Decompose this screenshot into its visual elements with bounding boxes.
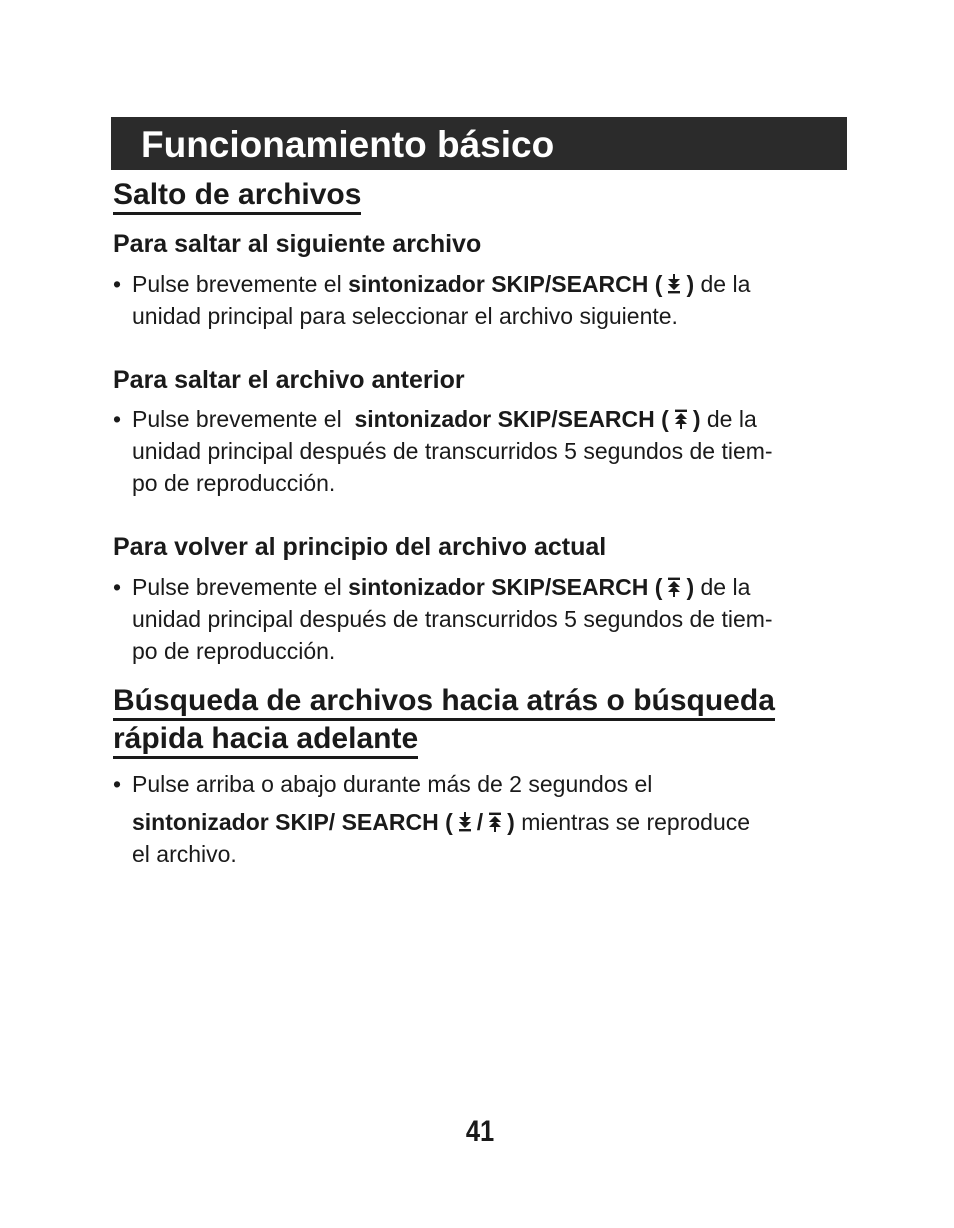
bullet-text: de la bbox=[694, 574, 751, 600]
subheading-restart-file: Para volver al principio del archivo actual bbox=[113, 533, 607, 561]
section-title-salto-text: Salto de archivos bbox=[113, 178, 361, 215]
bullet-bold-close: ) bbox=[507, 809, 515, 835]
bullet-bold-label: sintonizador SKIP/ SEARCH ( bbox=[132, 809, 453, 835]
icon-separator: / bbox=[476, 809, 484, 835]
bullet-bold-label: sintonizador SKIP/SEARCH ( bbox=[348, 271, 663, 297]
header-banner bbox=[111, 117, 847, 170]
bullet-text: po de reproducción. bbox=[132, 638, 336, 664]
page-number: 41 bbox=[465, 1115, 495, 1148]
bullet-dot: • bbox=[113, 771, 122, 797]
bullet-text: el archivo. bbox=[132, 841, 237, 867]
subheading-previous-file: Para saltar el archivo anterior bbox=[113, 366, 465, 394]
skip-down-icon bbox=[665, 273, 683, 295]
bullet-restart-file bbox=[113, 571, 843, 667]
section-title-busqueda-line1: Búsqueda de archivos hacia atrás o búsqueda bbox=[113, 684, 775, 721]
bullet-text: unidad principal para seleccionar el archivo siguiente. bbox=[132, 303, 678, 329]
bullet-text: Pulse arriba o abajo durante más de 2 segundos el bbox=[132, 771, 653, 797]
bullet-bold-close: ) bbox=[686, 271, 695, 297]
bullet-text: unidad principal después de transcurridos 5 segundos de tiem- bbox=[132, 606, 773, 632]
section-title-busqueda-line2: rápida hacia adelante bbox=[113, 722, 418, 759]
skip-up-icon bbox=[672, 408, 690, 430]
skip-up-icon bbox=[665, 576, 683, 598]
page-title: Funcionamiento básico bbox=[141, 124, 555, 165]
bullet-previous-file bbox=[113, 403, 843, 499]
skip-up-icon bbox=[486, 811, 504, 833]
bullet-text: Pulse brevemente el bbox=[132, 574, 349, 600]
bullet-dot: • bbox=[113, 406, 122, 432]
bullet-bold-close: ) bbox=[692, 406, 701, 432]
bullet-text: po de reproducción. bbox=[132, 470, 336, 496]
bullet-text: mientras se reproduce bbox=[514, 809, 751, 835]
bullet-bold-close: ) bbox=[686, 574, 695, 600]
bullet-text: Pulse brevemente el bbox=[132, 271, 349, 297]
bullet-next-file bbox=[113, 268, 843, 332]
skip-down-icon bbox=[456, 811, 474, 833]
section-title-salto bbox=[113, 176, 361, 214]
bullet-dot: • bbox=[113, 574, 122, 600]
section-title-busqueda bbox=[113, 682, 853, 758]
bullet-text: de la bbox=[700, 406, 757, 432]
bullet-text: de la bbox=[694, 271, 751, 297]
bullet-bold-label: sintonizador SKIP/SEARCH ( bbox=[348, 574, 663, 600]
bullet-bold-label: sintonizador SKIP/SEARCH ( bbox=[354, 406, 669, 432]
bullet-dot: • bbox=[113, 271, 122, 297]
bullet-text: Pulse brevemente el bbox=[132, 406, 355, 432]
bullet-search bbox=[113, 768, 843, 870]
bullet-text: unidad principal después de transcurridos 5 segundos de tiem- bbox=[132, 438, 773, 464]
subheading-next-file: Para saltar al siguiente archivo bbox=[113, 230, 482, 258]
